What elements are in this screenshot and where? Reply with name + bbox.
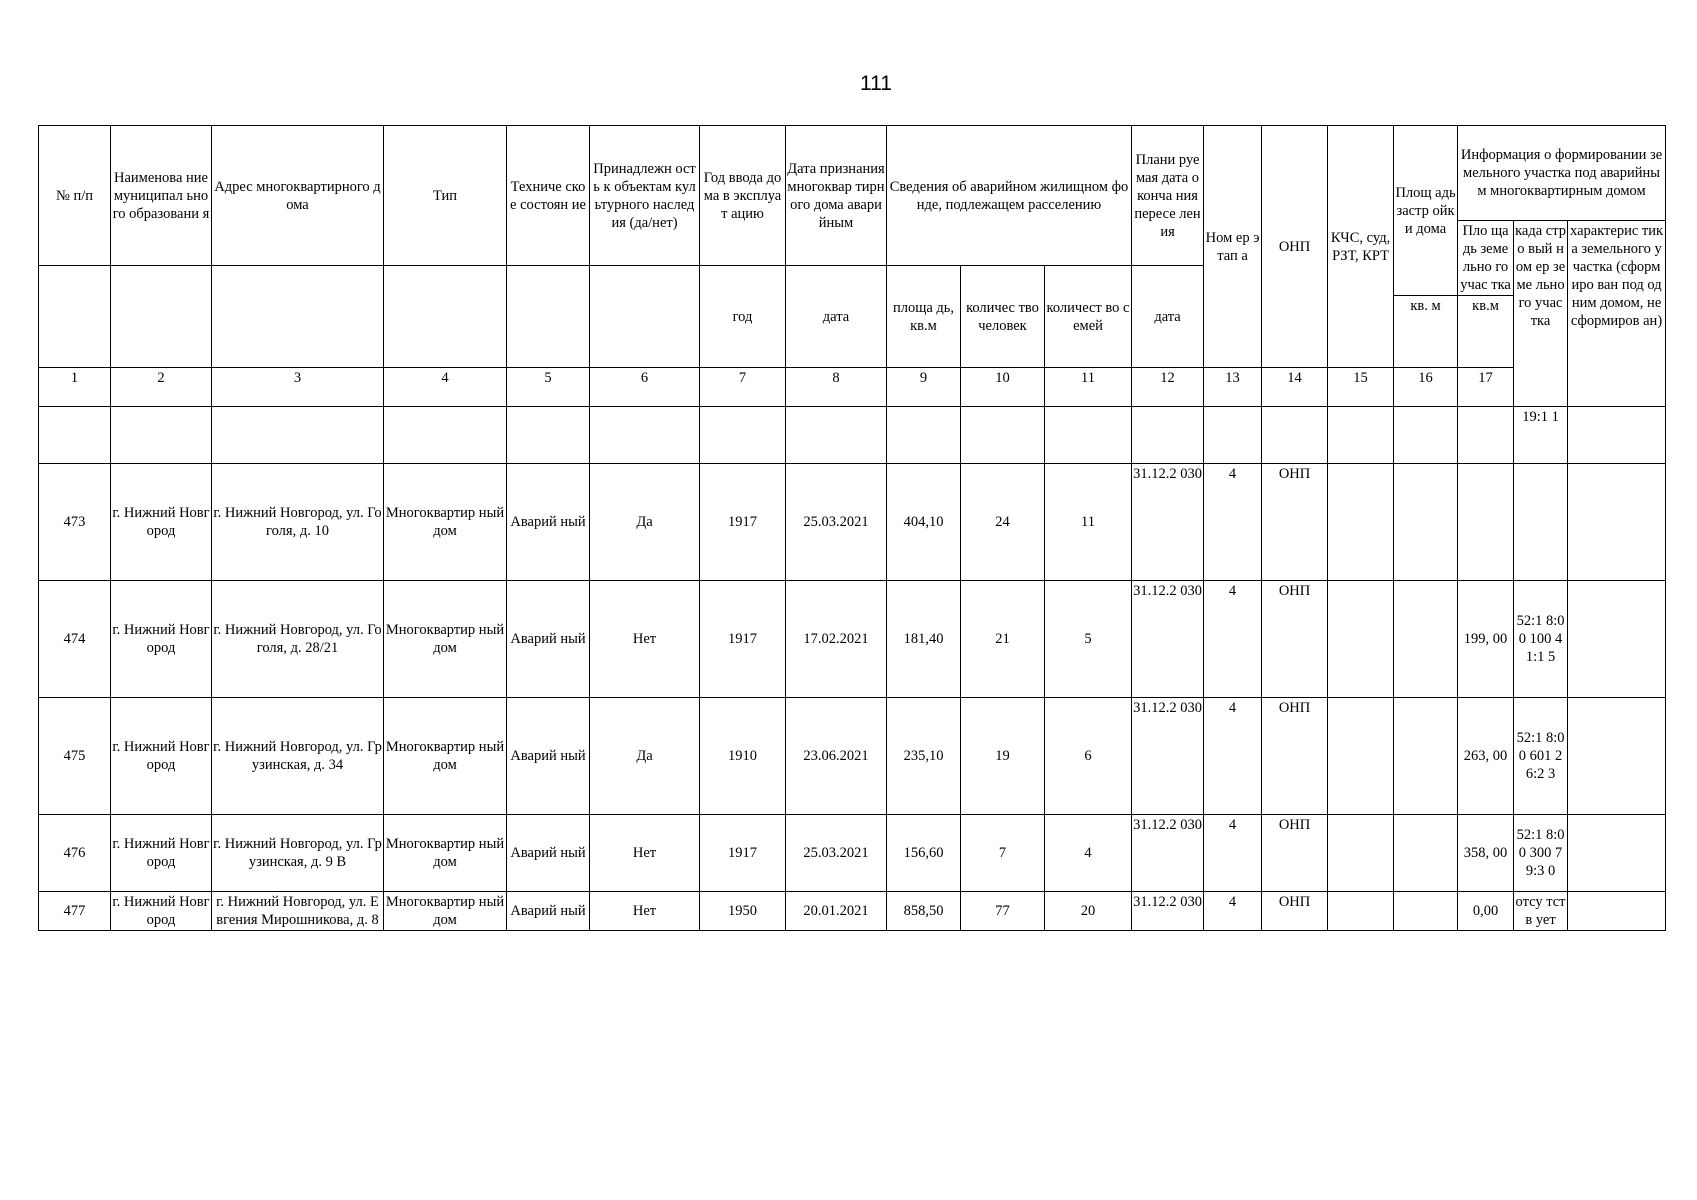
column-number: 4 <box>384 368 507 407</box>
area-cell: 156,60 <box>887 815 961 892</box>
column-number: 13 <box>1204 368 1262 407</box>
type-cell: Многоквартир ный дом <box>384 581 507 698</box>
header-spacer-4 <box>384 266 507 368</box>
kchs-cell <box>1328 581 1394 698</box>
row-number: 477 <box>39 892 111 931</box>
address-cell: г. Нижний Новгород, ул. Гоголя, д. 28/21 <box>212 581 384 698</box>
header-unit-land-area: кв.м <box>1458 296 1514 368</box>
onp-cell: ОНП <box>1262 698 1328 815</box>
header-row-num: № п/п <box>39 126 111 266</box>
continuation-row <box>39 407 1666 464</box>
state-cell: Аварий ный <box>507 581 590 698</box>
cadastral-cell: отсу тств ует <box>1514 892 1568 931</box>
date-cell: 17.02.2021 <box>786 581 887 698</box>
header-spacer-1 <box>39 266 111 368</box>
planned-date-cell: 31.12.2 030 <box>1132 892 1204 931</box>
row-number: 475 <box>39 698 111 815</box>
land-area-cell <box>1458 464 1514 581</box>
header-unit-built-area: кв. м <box>1394 296 1458 368</box>
header-tech-state: Техниче ское состоян ие <box>507 126 590 266</box>
column-number: 6 <box>590 368 700 407</box>
land-area-cell: 0,00 <box>1458 892 1514 931</box>
heritage-cell: Нет <box>590 581 700 698</box>
table-row <box>39 698 1666 815</box>
characteristic-cell <box>1568 581 1666 698</box>
header-land-characteristic: характерис тика земельного участка (сформиро ван под одним домом, не сформиров ан) <box>1568 221 1666 407</box>
characteristic-cell <box>1568 892 1666 931</box>
table-row <box>39 815 1666 892</box>
header-land-info: Информация о формировании земельного участка под аварийным многоквартирным домом <box>1458 126 1666 221</box>
heritage-cell: Да <box>590 464 700 581</box>
header-spacer-5 <box>507 266 590 368</box>
header-type: Тип <box>384 126 507 266</box>
column-number: 9 <box>887 368 961 407</box>
date-cell: 25.03.2021 <box>786 464 887 581</box>
header-spacer-3 <box>212 266 384 368</box>
planned-date-cell: 31.12.2 030 <box>1132 815 1204 892</box>
column-number: 1 <box>39 368 111 407</box>
area-cell: 181,40 <box>887 581 961 698</box>
kchs-cell <box>1328 815 1394 892</box>
land-area-cell: 358, 00 <box>1458 815 1514 892</box>
date-cell: 23.06.2021 <box>786 698 887 815</box>
column-number: 11 <box>1045 368 1132 407</box>
header-onp: ОНП <box>1262 126 1328 368</box>
header-land-area: Пло щадь земе льно го учас тка <box>1458 221 1514 296</box>
cadastral-cell: 52:1 8:00 100 41:1 5 <box>1514 581 1568 698</box>
families-cell: 6 <box>1045 698 1132 815</box>
address-cell: г. Нижний Новгород, ул. Грузинская, д. 34 <box>212 698 384 815</box>
kchs-cell <box>1328 464 1394 581</box>
header-sub-families: количест во семей <box>1045 266 1132 368</box>
families-cell: 4 <box>1045 815 1132 892</box>
page-number: 111 <box>860 72 892 95</box>
year-cell: 1917 <box>700 815 786 892</box>
header-planned-end: Плани руемая дата оконча ния пересе ления <box>1132 126 1204 266</box>
column-number-row <box>39 368 1666 407</box>
characteristic-cell <box>1568 464 1666 581</box>
header-spacer-6 <box>590 266 700 368</box>
header-sub-date: дата <box>786 266 887 368</box>
column-number: 2 <box>111 368 212 407</box>
kchs-cell <box>1328 892 1394 931</box>
column-number: 3 <box>212 368 384 407</box>
area-cell: 235,10 <box>887 698 961 815</box>
state-cell: Аварий ный <box>507 464 590 581</box>
row-number: 476 <box>39 815 111 892</box>
land-area-cell: 199, 00 <box>1458 581 1514 698</box>
characteristic-cell <box>1568 698 1666 815</box>
stage-cell: 4 <box>1204 892 1262 931</box>
state-cell: Аварий ный <box>507 698 590 815</box>
kchs-cell <box>1328 698 1394 815</box>
header-address: Адрес многоквартирного дома <box>212 126 384 266</box>
type-cell: Многоквартир ный дом <box>384 464 507 581</box>
header-built-area: Площ адь застр ойки дома <box>1394 126 1458 296</box>
header-kchs: КЧС, суд, РЗТ, КРТ <box>1328 126 1394 368</box>
municipality-cell: г. Нижний Новгород <box>111 581 212 698</box>
header-cadastral: када стро вый ном ер земе льно го учас тка <box>1514 221 1568 407</box>
state-cell: Аварий ный <box>507 815 590 892</box>
type-cell: Многоквартир ный дом <box>384 698 507 815</box>
header-sub-area: площа дь, кв.м <box>887 266 961 368</box>
cadastral-cell <box>1514 464 1568 581</box>
stage-cell: 4 <box>1204 815 1262 892</box>
people-cell: 19 <box>961 698 1045 815</box>
area-cell: 404,10 <box>887 464 961 581</box>
onp-cell: ОНП <box>1262 815 1328 892</box>
header-sub-people: количес тво человек <box>961 266 1045 368</box>
planned-date-cell: 31.12.2 030 <box>1132 581 1204 698</box>
people-cell: 21 <box>961 581 1045 698</box>
table-row <box>39 892 1666 931</box>
type-cell: Многоквартир ный дом <box>384 815 507 892</box>
cadastral-cell: 52:1 8:00 601 26:2 3 <box>1514 698 1568 815</box>
column-number: 17 <box>1458 368 1514 407</box>
year-cell: 1917 <box>700 581 786 698</box>
built-area-cell <box>1394 581 1458 698</box>
header-sub-year: год <box>700 266 786 368</box>
built-area-cell <box>1394 698 1458 815</box>
heritage-cell: Нет <box>590 892 700 931</box>
header-year-commissioned: Год ввода дома в эксплуат ацию <box>700 126 786 266</box>
municipality-cell: г. Нижний Новгород <box>111 815 212 892</box>
municipality-cell: г. Нижний Новгород <box>111 698 212 815</box>
emergency-housing-table <box>38 125 1666 931</box>
municipality-cell: г. Нижний Новгород <box>111 464 212 581</box>
table-row <box>39 581 1666 698</box>
column-number: 12 <box>1132 368 1204 407</box>
municipality-cell: г. Нижний Новгород <box>111 892 212 931</box>
onp-cell: ОНП <box>1262 892 1328 931</box>
stage-cell: 4 <box>1204 581 1262 698</box>
onp-cell: ОНП <box>1262 581 1328 698</box>
families-cell: 5 <box>1045 581 1132 698</box>
header-spacer-2 <box>111 266 212 368</box>
built-area-cell <box>1394 892 1458 931</box>
column-number: 16 <box>1394 368 1458 407</box>
table-body <box>39 407 1666 931</box>
year-cell: 1950 <box>700 892 786 931</box>
state-cell: Аварий ный <box>507 892 590 931</box>
address-cell: г. Нижний Новгород, ул. Гоголя, д. 10 <box>212 464 384 581</box>
people-cell: 7 <box>961 815 1045 892</box>
year-cell: 1910 <box>700 698 786 815</box>
planned-date-cell: 31.12.2 030 <box>1132 698 1204 815</box>
families-cell: 20 <box>1045 892 1132 931</box>
families-cell: 11 <box>1045 464 1132 581</box>
area-cell: 858,50 <box>887 892 961 931</box>
heritage-cell: Нет <box>590 815 700 892</box>
stage-cell: 4 <box>1204 464 1262 581</box>
people-cell: 24 <box>961 464 1045 581</box>
land-area-cell: 263, 00 <box>1458 698 1514 815</box>
table-row <box>39 464 1666 581</box>
column-number: 8 <box>786 368 887 407</box>
header-sub-planned-date: дата <box>1132 266 1204 368</box>
continuation-cadastral: 19:1 1 <box>1514 407 1568 464</box>
date-cell: 20.01.2021 <box>786 892 887 931</box>
cadastral-cell: 52:1 8:00 300 79:3 0 <box>1514 815 1568 892</box>
column-number: 10 <box>961 368 1045 407</box>
built-area-cell <box>1394 464 1458 581</box>
row-number: 473 <box>39 464 111 581</box>
address-cell: г. Нижний Новгород, ул. Грузинская, д. 9 В <box>212 815 384 892</box>
planned-date-cell: 31.12.2 030 <box>1132 464 1204 581</box>
column-number: 14 <box>1262 368 1328 407</box>
header-emergency-info: Сведения об аварийном жилищном фонде, подлежащем расселению <box>887 126 1132 266</box>
header-heritage: Принадлежн ость к объектам культурного наследия (да/нет) <box>590 126 700 266</box>
onp-cell: ОНП <box>1262 464 1328 581</box>
column-number: 15 <box>1328 368 1394 407</box>
row-number: 474 <box>39 581 111 698</box>
people-cell: 77 <box>961 892 1045 931</box>
table-header <box>39 126 1666 407</box>
column-number: 7 <box>700 368 786 407</box>
date-cell: 25.03.2021 <box>786 815 887 892</box>
heritage-cell: Да <box>590 698 700 815</box>
characteristic-cell <box>1568 815 1666 892</box>
column-number: 5 <box>507 368 590 407</box>
address-cell: г. Нижний Новгород, ул. Евгения Мирошникова, д. 8 <box>212 892 384 931</box>
stage-cell: 4 <box>1204 698 1262 815</box>
header-date-recognized: Дата признания многоквар тирного дома аварийным <box>786 126 887 266</box>
header-municipality: Наименова ние муниципал ьного образовани я <box>111 126 212 266</box>
header-stage-number: Ном ер этап а <box>1204 126 1262 368</box>
type-cell: Многоквартир ный дом <box>384 892 507 931</box>
year-cell: 1917 <box>700 464 786 581</box>
built-area-cell <box>1394 815 1458 892</box>
